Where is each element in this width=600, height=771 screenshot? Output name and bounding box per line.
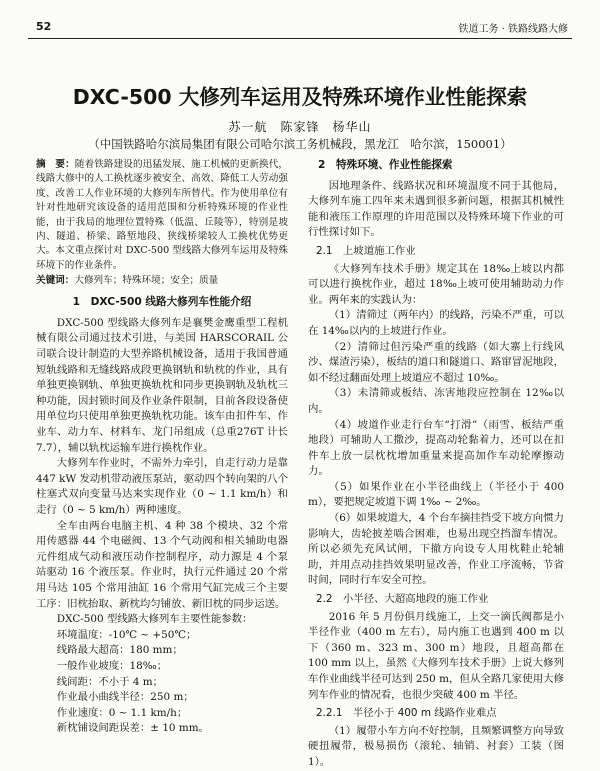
param-item: 线间距：不小于 4 m； xyxy=(56,675,163,688)
abstract-label: 摘 要： xyxy=(36,159,75,170)
param-item: 作业最小曲线半径：250 m； xyxy=(56,691,194,704)
param-item: 一般作业坡度：18‰； xyxy=(56,659,168,672)
paragraph: （6）如果坡道大，4 个台车摘挂挡受下坡方向惯力影响大，齿轮披差啮合困难，也易出现空挡溜车情况。所以必须先充风试闸，下撤方向设专人用枕鞋止轮辅助，并用点动挂挡效果明显改善，作业工序流畅，节省时间，同时行车安全可控。 xyxy=(308,512,564,587)
param-item: 新枕铺设间距误差：± 10 mm。 xyxy=(56,722,209,735)
subsection-heading-2-2: 2.2 小半径、大超高地段的施工作业 xyxy=(316,593,489,606)
keywords xyxy=(36,274,288,288)
paragraph: DXC-500 型线路大修列车是襄樊金鹰重型工程机械有限公司通过技术引进，与美国 HARSCORAIL 公司联合设计制造的大型养路机械设备，适用于我国普通短轨线路和无缝线路成段更换钢轨和轨枕的作业，具有单独更换钢轨、单独更换轨枕和同步更换钢轨及轨枕三种功能，因封锁时间及作业条件限制，目前各段设备使用单位均只使用单独更换轨枕功能。该车由扣件车、作业车、动力车、材料车、龙门吊组成（总重276T 计长 7.7），辅以轨枕运输车进行换枕作业。 xyxy=(36,316,288,454)
paragraph: 《大修列车技术手册》规定其在 18‰上坡以内都可以进行换枕作业，超过 18‰上坡可使用辅助动力作业。两年来的实践认为： xyxy=(308,262,564,306)
left-column xyxy=(36,158,288,737)
paragraph: （4）坡道作业走行台车“打滑”（雨雪、板结严重地段）可辅助人工撒沙，提高动轮黏着力，还可以在扣件车上放一层枕枕增加重量来提高加作车动轮摩擦动力。 xyxy=(308,418,564,478)
paragraph: DXC-500 型线路大修列车主要性能参数： xyxy=(56,613,253,626)
running-title: 铁道工务 · 铁路线路大修 xyxy=(458,24,568,35)
paragraph: （3）未清筛或板结、冻害地段应控制在 12‰以内。 xyxy=(308,387,564,415)
paragraph: 全车由两台电脑主机、4 种 38 个模块、32 个常用传感器 44 个电磁阀、13 个气动阀和相关辅助电器元件组成气动和液压动作控制程序，动力源是 4 个泵站驱动 16 个液压泵。作业时，执行元件通过 20 个常用马达 105 个常用油缸 16 个常用气缸完成三个主要工序：旧枕抬取、新枕均匀铺放、新旧枕的同步运送。 xyxy=(36,519,288,610)
authors: 苏一航 陈家锋 杨华山 xyxy=(228,120,372,134)
page-number: 52 xyxy=(36,20,52,33)
abstract xyxy=(36,158,288,273)
keywords-text: 大修列车；特殊环境；安全；质量 xyxy=(74,275,219,287)
subsection-heading-2-2-1: 2.2.1 半径小于 400 m 线路作业难点 xyxy=(316,707,497,720)
paragraph: 大修列车作业时，不需外力牵引，自走行动力是靠 447 kW 发动机带动液压泵站，驱动四个转向架的八个柱塞式双向变量马达来实现作业（0 ~ 1.1 km/h）和走行（0 ~ 5 km/h）两种速度。 xyxy=(36,457,288,516)
header-rule xyxy=(28,38,572,39)
subsection-heading-2-1: 2.1 上坡道施工作业 xyxy=(316,244,416,257)
paragraph: （1）履带小车方向不好控制，且频繁调整方向导致硬扭履带，极易损伤（滚轮、轴销、衬套）工装（图 1）。 xyxy=(308,724,564,768)
paragraph: 因地理条件、线路状况和环境温度不同于其他局，大修列车施工四年来未遇到很多新问题，根据其机械性能和液压工作原理的许用范围以及特殊环境下作业的可行性探讨如下。 xyxy=(308,179,564,239)
paragraph: （1）清筛过（两年内）的线路，污染不严重，可以在 14‰以内的上坡进行作业。 xyxy=(308,309,564,337)
paragraph: （5）如果作业在小半径曲线上（半径小于 400 m），要把规定坡道下调 1‰ ~ 2‰。 xyxy=(308,480,564,509)
abstract-text: 随着铁路建设的迅猛发展、施工机械的更新换代，线路大修中的人工换枕逐步被安全、高效、降低工人劳动强度、改善工人作业环境的大修列车所替代。作为使用单位有针对性地研究该设备的适用范围和分析特殊环境的作业性能，由于我局的地理位置特殊（低温、丘陵等），特别是坡内、隧道、桥梁、路堑地段、狭线桥梁较人工换枕优势更大。本文重点探讨对 DXC-500 型线路大修列车运用及特殊环境下的作业条件。 xyxy=(36,159,289,271)
section-heading-1: 1 DXC-500 线路大修列车性能介绍 xyxy=(72,296,252,309)
param-item: 环境温度：-10℃ ~ +50℃； xyxy=(56,628,197,641)
right-column xyxy=(308,158,564,771)
article-title: DXC-500 大修列车运用及特殊环境作业性能探索 xyxy=(72,85,528,109)
keywords-label: 关键词： xyxy=(36,275,75,287)
param-item: 作业速度：0 ~ 1.1 km/h； xyxy=(56,706,188,719)
paragraph: （2）清筛过但污染严重的线路（如大寨上行线风沙、煤渣污染），板结的道口和隧道口、路窜冒泥地段，如不经过翻面处理上坡道应不超过 10‰。 xyxy=(308,340,564,384)
paragraph: 2016 年 5 月份俱月线施工，上交一滴氏阀都是小半径作业（400 m 左右），局内施工也遇到 400 m 以下（360 m、323 m、300 m）地段，且超高都在 100 mm 以上，虽然《大修列车技术手册》上说大修列车作业曲线半径可达到 250 m，但从全路几家使用大修列车作业的情况看，也很少突破 400 m 半径。 xyxy=(308,610,564,701)
param-item: 线路最大超高：180 mm； xyxy=(56,644,183,657)
affiliation: （中国铁路哈尔滨局集团有限公司哈尔滨工务机械段，黑龙江 哈尔滨，150001） xyxy=(88,137,512,151)
section-heading-2: 2 特殊环境、作业性能探索 xyxy=(318,159,453,171)
